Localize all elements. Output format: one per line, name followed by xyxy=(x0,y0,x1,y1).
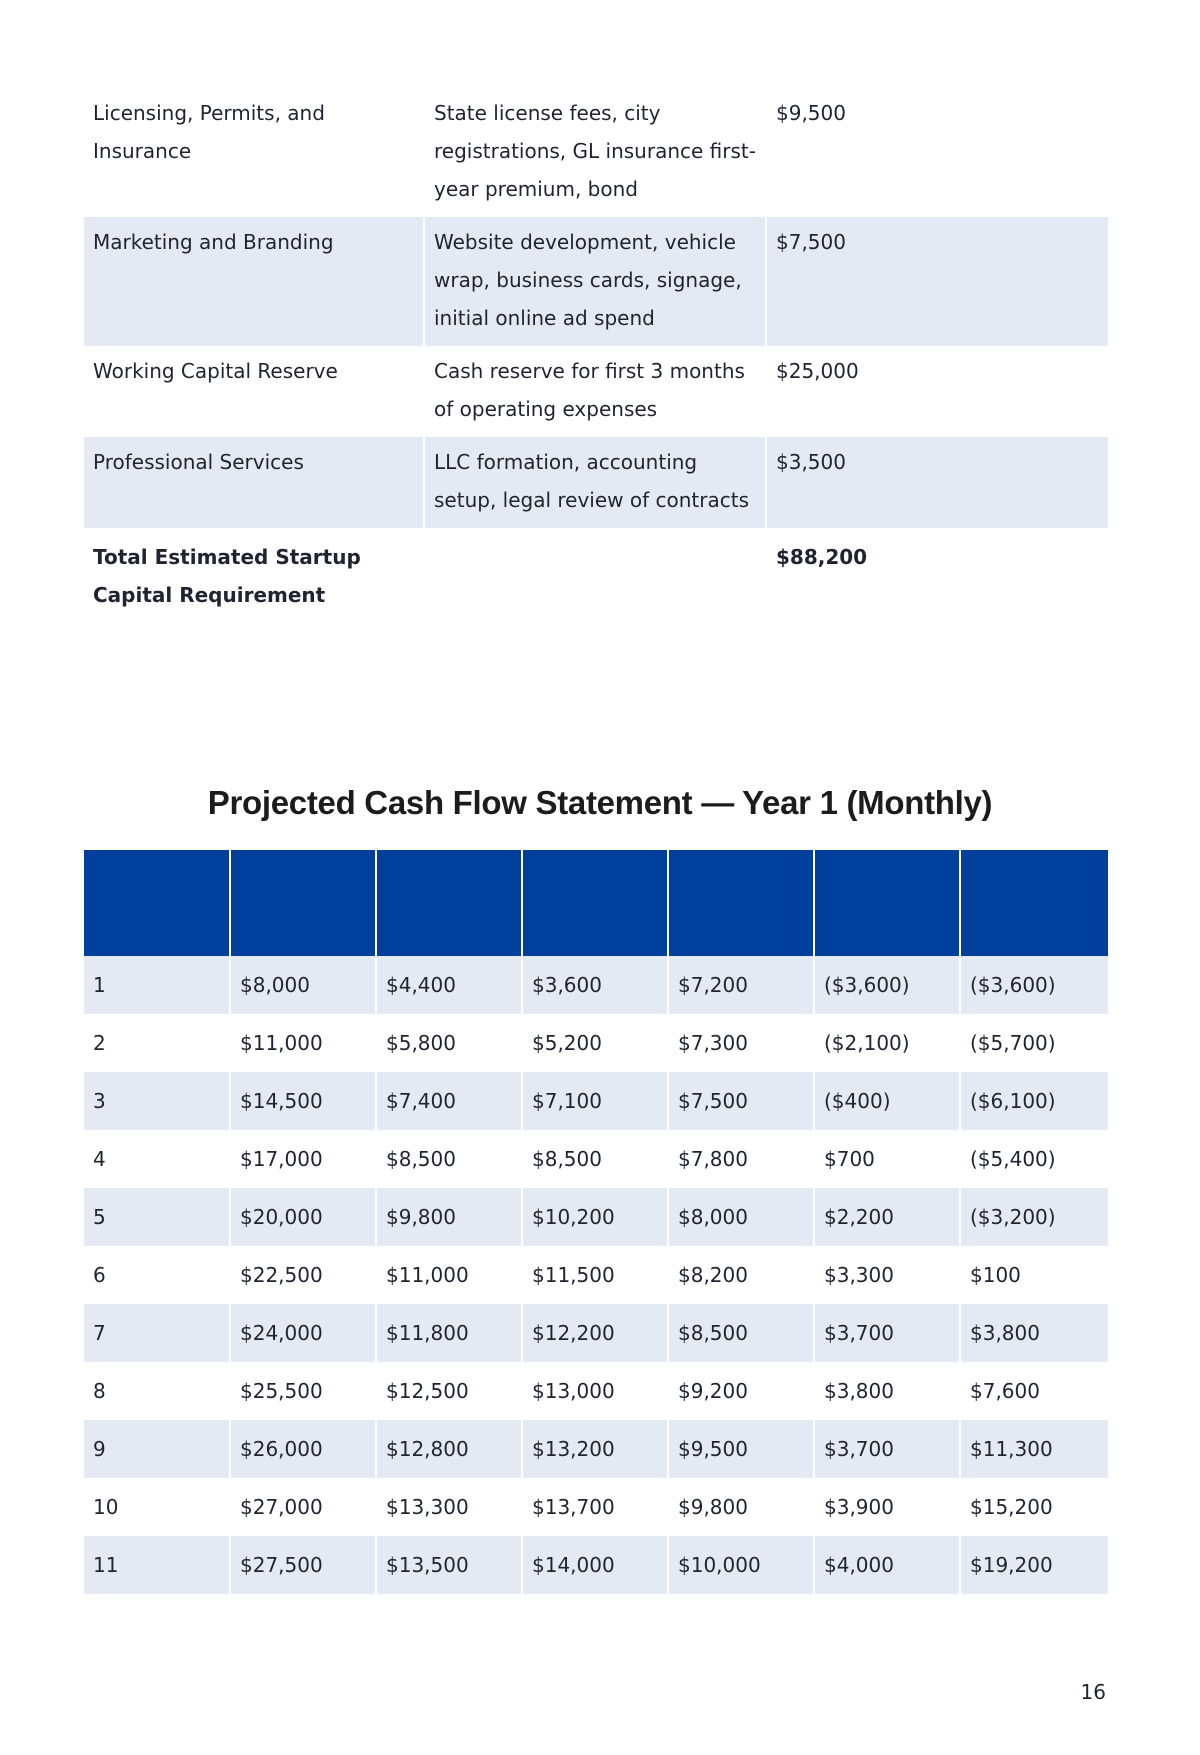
header-cell xyxy=(522,850,668,956)
amount-cell: $3,500 xyxy=(766,437,1108,528)
table-row xyxy=(84,1362,1108,1420)
value-cell: $27,500 xyxy=(230,1536,376,1594)
table-row xyxy=(84,346,1108,437)
header-cell xyxy=(814,850,960,956)
value-cell: $27,000 xyxy=(230,1478,376,1536)
item-cell: Professional Services xyxy=(84,437,424,528)
description-cell: Website development, vehicle wrap, business cards, signage, initial online ad spend xyxy=(424,217,766,346)
value-cell: $9,500 xyxy=(668,1420,814,1478)
table-row xyxy=(84,1420,1108,1478)
amount-cell: $7,500 xyxy=(766,217,1108,346)
month-cell: 6 xyxy=(84,1246,230,1304)
value-cell: $7,500 xyxy=(668,1072,814,1130)
value-cell: $8,000 xyxy=(668,1188,814,1246)
value-cell: ($5,700) xyxy=(970,1031,1056,1055)
month-cell: 3 xyxy=(84,1072,230,1130)
value-cell: $4,400 xyxy=(376,956,522,1014)
amount-cell: $9,500 xyxy=(766,88,1108,217)
startup-costs-table xyxy=(84,88,1108,623)
item-cell: Marketing and Branding xyxy=(84,217,424,346)
value-cell: $3,800 xyxy=(960,1304,1108,1362)
value-cell: $12,200 xyxy=(522,1304,668,1362)
value-cell: $4,000 xyxy=(814,1536,960,1594)
month-cell: 8 xyxy=(84,1362,230,1420)
value-cell: $7,100 xyxy=(522,1072,668,1130)
table-row xyxy=(84,1072,1108,1130)
value-cell: $7,400 xyxy=(376,1072,522,1130)
table-row xyxy=(84,1188,1108,1246)
value-cell: $11,300 xyxy=(960,1420,1108,1478)
section-title: Projected Cash Flow Statement — Year 1 (Monthly) xyxy=(207,784,993,821)
value-cell: $3,700 xyxy=(814,1304,960,1362)
table-row xyxy=(84,956,1108,1014)
value-cell: $100 xyxy=(970,1263,1021,1287)
month-cell: 5 xyxy=(84,1188,230,1246)
month-cell: 1 xyxy=(84,956,230,1014)
value-cell: ($3,600) xyxy=(960,956,1108,1014)
value-cell: $13,000 xyxy=(522,1362,668,1420)
table-row xyxy=(84,1478,1108,1536)
value-cell: $12,800 xyxy=(376,1420,522,1478)
value-cell: $7,600 xyxy=(970,1379,1040,1403)
table-row xyxy=(84,1130,1108,1188)
total-description-cell xyxy=(424,528,766,623)
value-cell: $7,300 xyxy=(668,1014,814,1072)
month-cell: 4 xyxy=(84,1130,230,1188)
table-row xyxy=(84,437,1108,528)
value-cell: $3,800 xyxy=(814,1362,960,1420)
item-cell: Working Capital Reserve xyxy=(93,359,338,383)
value-cell: $25,500 xyxy=(230,1362,376,1420)
month-cell: 7 xyxy=(84,1304,230,1362)
page-number: 16 xyxy=(1080,1680,1106,1704)
amount-cell: $25,000 xyxy=(766,346,1108,437)
value-cell: $14,000 xyxy=(522,1536,668,1594)
month-cell: 2 xyxy=(84,1014,230,1072)
value-cell: $10,200 xyxy=(522,1188,668,1246)
table-row xyxy=(84,1246,1108,1304)
value-cell: $3,700 xyxy=(814,1420,960,1478)
month-cell: 9 xyxy=(84,1420,230,1478)
value-cell: $9,200 xyxy=(668,1362,814,1420)
description-cell: LLC formation, accounting setup, legal review of contracts xyxy=(424,437,766,528)
value-cell: $8,200 xyxy=(668,1246,814,1304)
value-cell: $11,500 xyxy=(522,1246,668,1304)
value-cell: $26,000 xyxy=(230,1420,376,1478)
table-row xyxy=(84,1304,1108,1362)
table-row xyxy=(84,1536,1108,1594)
value-cell: $12,500 xyxy=(376,1362,522,1420)
value-cell: $11,800 xyxy=(376,1304,522,1362)
description-cell: State license fees, city registrations, GL insurance first-year premium, bond xyxy=(424,88,766,217)
value-cell: $8,500 xyxy=(668,1304,814,1362)
value-cell: ($400) xyxy=(814,1072,960,1130)
value-cell: $3,300 xyxy=(814,1246,960,1304)
description-cell: Cash reserve for first 3 months of operating expenses xyxy=(424,346,766,437)
value-cell: $7,200 xyxy=(668,956,814,1014)
header-cell xyxy=(230,850,376,956)
month-cell: 10 xyxy=(84,1478,230,1536)
value-cell: $20,000 xyxy=(230,1188,376,1246)
value-cell: $8,000 xyxy=(230,956,376,1014)
value-cell: $8,500 xyxy=(376,1130,522,1188)
value-cell: $2,200 xyxy=(814,1188,960,1246)
table-row xyxy=(84,88,1108,217)
value-cell: $5,200 xyxy=(522,1014,668,1072)
header-cell xyxy=(376,850,522,956)
total-label: Total Estimated Startup Capital Requirement xyxy=(93,545,361,607)
table-row xyxy=(84,1014,1108,1072)
value-cell: ($3,200) xyxy=(960,1188,1108,1246)
value-cell: $13,200 xyxy=(522,1420,668,1478)
value-cell: $19,200 xyxy=(960,1536,1108,1594)
table-header-row xyxy=(84,850,1108,956)
value-cell: $17,000 xyxy=(230,1130,376,1188)
total-row xyxy=(84,528,1108,623)
value-cell: $8,500 xyxy=(522,1130,668,1188)
value-cell: $24,000 xyxy=(230,1304,376,1362)
value-cell: $3,600 xyxy=(522,956,668,1014)
value-cell: $13,300 xyxy=(376,1478,522,1536)
value-cell: $700 xyxy=(814,1130,960,1188)
cash-flow-body xyxy=(84,956,1108,1594)
header-cell xyxy=(84,850,230,956)
value-cell: $11,000 xyxy=(376,1246,522,1304)
value-cell: $15,200 xyxy=(970,1495,1053,1519)
value-cell: ($3,600) xyxy=(814,956,960,1014)
value-cell: $9,800 xyxy=(668,1478,814,1536)
item-cell: Licensing, Permits, and Insurance xyxy=(93,101,325,163)
value-cell: $7,800 xyxy=(668,1130,814,1188)
value-cell: $14,500 xyxy=(230,1072,376,1130)
table-row xyxy=(84,217,1108,346)
value-cell: ($5,400) xyxy=(970,1147,1056,1171)
value-cell: $10,000 xyxy=(668,1536,814,1594)
header-cell xyxy=(960,850,1108,956)
month-cell: 11 xyxy=(84,1536,230,1594)
value-cell: $3,900 xyxy=(814,1478,960,1536)
value-cell: ($6,100) xyxy=(960,1072,1108,1130)
value-cell: $13,700 xyxy=(522,1478,668,1536)
value-cell: ($2,100) xyxy=(814,1014,960,1072)
value-cell: $11,000 xyxy=(230,1014,376,1072)
value-cell: $5,800 xyxy=(376,1014,522,1072)
header-cell xyxy=(668,850,814,956)
value-cell: $22,500 xyxy=(230,1246,376,1304)
value-cell: $9,800 xyxy=(376,1188,522,1246)
cash-flow-table xyxy=(84,850,1108,1594)
value-cell: $13,500 xyxy=(376,1536,522,1594)
total-amount: $88,200 xyxy=(766,528,1108,623)
